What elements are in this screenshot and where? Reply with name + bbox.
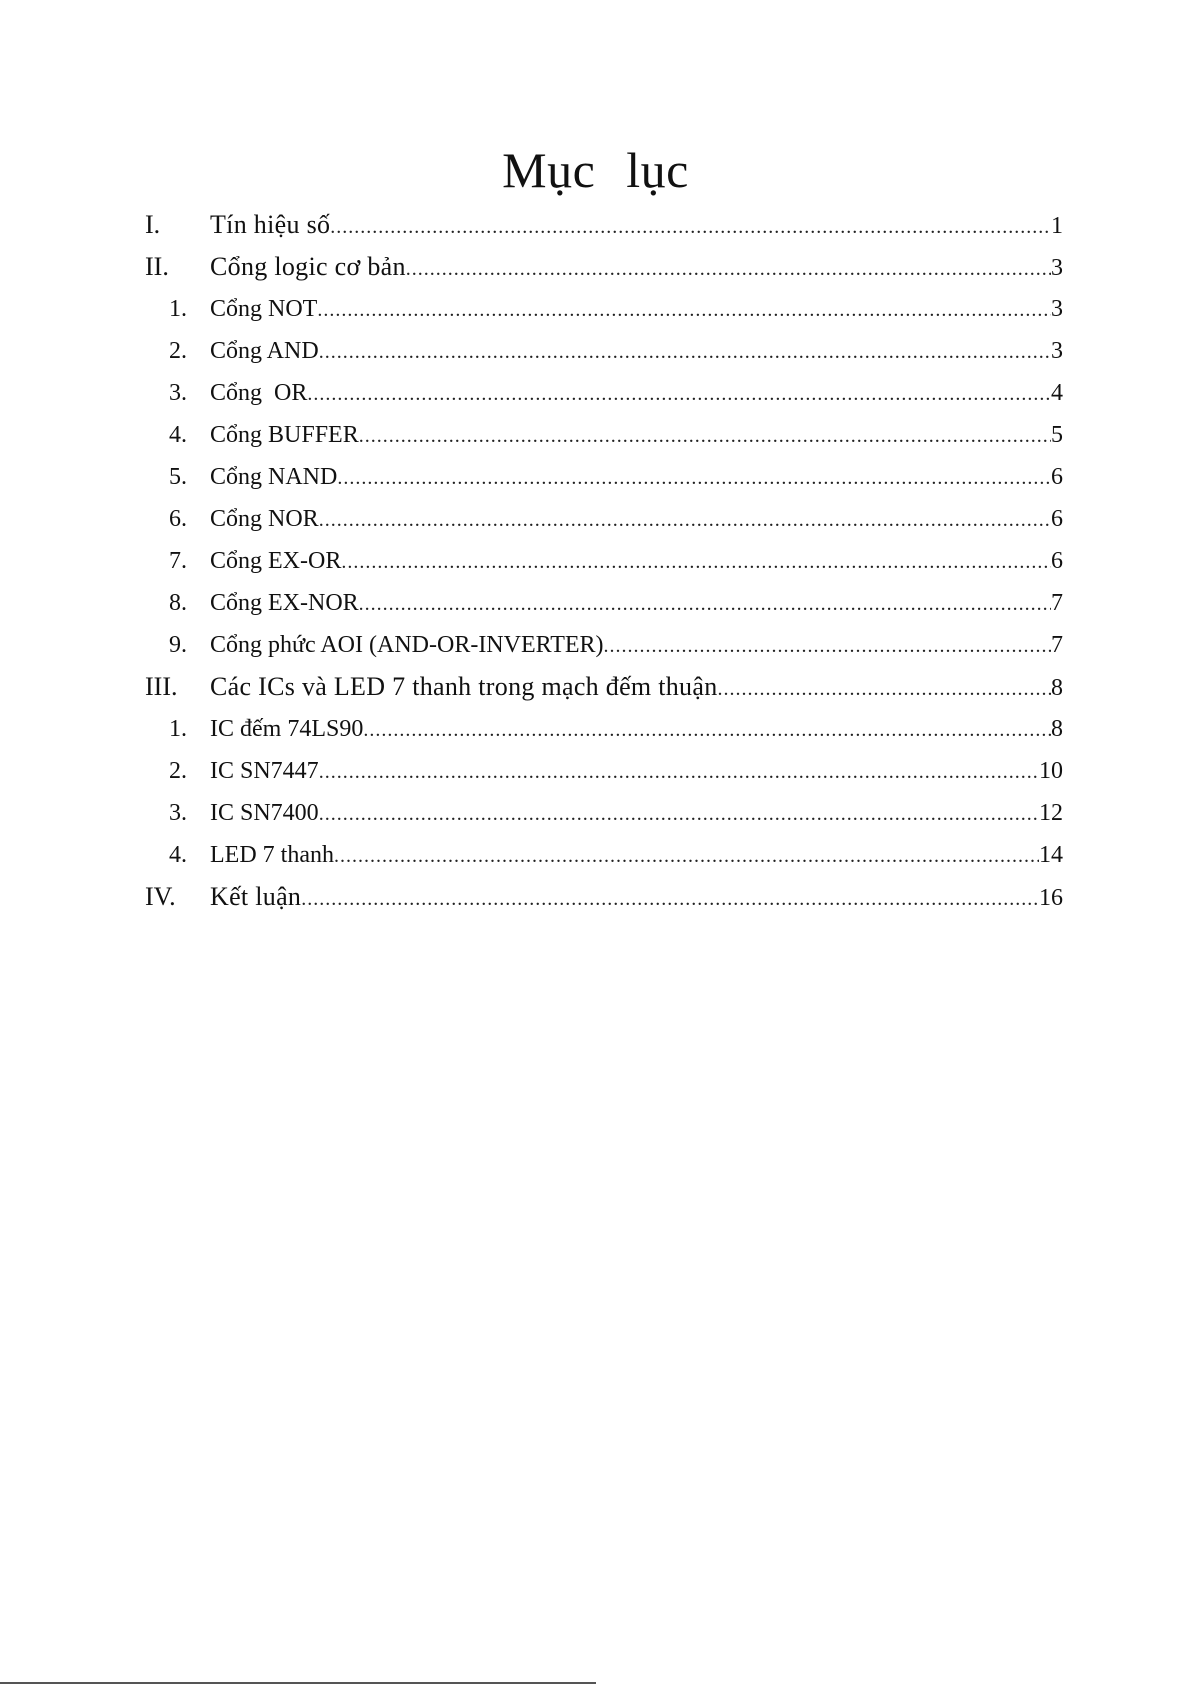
toc-entry-page: 3	[1051, 338, 1063, 364]
toc-entry-number: 4.	[169, 842, 187, 868]
toc-entry-number: 5.	[169, 464, 187, 490]
toc-entry[interactable]	[145, 876, 1063, 918]
toc-leader-dots	[359, 583, 1051, 625]
toc-entry-text: Cổng BUFFER	[210, 422, 359, 448]
toc-entry-page: 8	[1051, 716, 1063, 742]
page-bottom-rule	[0, 1682, 596, 1684]
toc-entry-page: 1	[1051, 213, 1063, 239]
toc-entry-text: Cổng NOR	[210, 506, 319, 532]
toc-leader-dots	[341, 541, 1051, 583]
toc-entry-page: 12	[1039, 800, 1063, 826]
toc-entry-page: 10	[1039, 758, 1063, 784]
toc-entry-text: Cổng AND	[210, 338, 319, 364]
toc-entry-text: IC SN7400	[210, 800, 319, 826]
toc-leader-dots	[330, 206, 1051, 248]
toc-entry-number: 1.	[169, 296, 187, 322]
toc-list	[145, 204, 1063, 918]
toc-entry-number: 9.	[169, 632, 187, 658]
toc-leader-dots	[337, 457, 1051, 499]
toc-entry[interactable]	[145, 372, 1063, 414]
toc-leader-dots	[604, 625, 1051, 667]
toc-entry-page: 6	[1051, 464, 1063, 490]
toc-entry-text: Cổng NOT	[210, 296, 318, 322]
toc-entry-text: Tín hiệu số	[210, 210, 331, 239]
toc-entry-number: III.	[145, 672, 178, 701]
toc-entry-text: IC đếm 74LS90	[210, 716, 364, 742]
toc-entry-number: 3.	[169, 380, 187, 406]
toc-leader-dots	[718, 668, 1052, 710]
toc-entry[interactable]	[145, 582, 1063, 624]
toc-entry-page: 6	[1051, 506, 1063, 532]
toc-entry[interactable]	[145, 456, 1063, 498]
toc-entry-page: 3	[1051, 296, 1063, 322]
toc-entry-number: I.	[145, 210, 161, 239]
toc-entry-page: 7	[1051, 632, 1063, 658]
toc-entry[interactable]	[145, 792, 1063, 834]
toc-leader-dots	[363, 709, 1051, 751]
toc-entry-text: LED 7 thanh	[210, 842, 334, 868]
toc-leader-dots	[319, 331, 1051, 373]
toc-entry-text: Kết luận	[210, 882, 302, 911]
toc-entry-page: 7	[1051, 590, 1063, 616]
toc-entry[interactable]	[145, 540, 1063, 582]
toc-leader-dots	[334, 835, 1039, 877]
toc-leader-dots	[319, 499, 1051, 541]
toc-entry-page: 4	[1051, 380, 1063, 406]
toc-entry-number: 8.	[169, 590, 187, 616]
toc-entry-number: 1.	[169, 716, 187, 742]
toc-entry-page: 14	[1039, 842, 1063, 868]
toc-entry-number: 4.	[169, 422, 187, 448]
toc-entry-text: Cổng OR	[210, 380, 308, 406]
toc-leader-dots	[301, 878, 1039, 920]
toc-entry-number: 7.	[169, 548, 187, 574]
toc-leader-dots	[319, 751, 1039, 793]
toc-entry-page: 3	[1051, 255, 1063, 281]
toc-entry-text: IC SN7447	[210, 758, 319, 784]
toc-leader-dots	[406, 248, 1051, 290]
toc-entry[interactable]	[145, 750, 1063, 792]
toc-entry-number: 3.	[169, 800, 187, 826]
toc-entry-number: II.	[145, 252, 169, 281]
toc-entry[interactable]	[145, 708, 1063, 750]
toc-title: Mục lục	[502, 142, 689, 198]
toc-entry[interactable]	[145, 246, 1063, 288]
toc-entry[interactable]	[145, 666, 1063, 708]
toc-entry[interactable]	[145, 624, 1063, 666]
toc-entry-page: 6	[1051, 548, 1063, 574]
toc-leader-dots	[307, 373, 1051, 415]
toc-entry[interactable]	[145, 498, 1063, 540]
toc-entry[interactable]	[145, 834, 1063, 876]
toc-entry-number: 6.	[169, 506, 187, 532]
toc-entry-page: 5	[1051, 422, 1063, 448]
toc-entry[interactable]	[145, 204, 1063, 246]
toc-leader-dots	[317, 289, 1051, 331]
toc-entry[interactable]	[145, 414, 1063, 456]
toc-leader-dots	[359, 415, 1051, 457]
toc-entry-text: Cổng NAND	[210, 464, 338, 490]
toc-entry-text: Các ICs và LED 7 thanh trong mạch đếm thuận	[210, 672, 718, 701]
toc-entry-number: 2.	[169, 758, 187, 784]
toc-entry[interactable]	[145, 288, 1063, 330]
toc-entry-text: Cổng EX-NOR	[210, 590, 359, 616]
toc-entry-number: IV.	[145, 882, 176, 911]
toc-entry-text: Cổng EX-OR	[210, 548, 342, 574]
toc-entry-page: 16	[1039, 885, 1063, 911]
toc-entry[interactable]	[145, 330, 1063, 372]
toc-entry-page: 8	[1051, 675, 1063, 701]
toc-entry-text: Cổng logic cơ bản	[210, 252, 406, 281]
toc-entry-number: 2.	[169, 338, 187, 364]
toc-entry-text: Cổng phức AOI (AND-OR-INVERTER)	[210, 632, 604, 658]
toc-leader-dots	[319, 793, 1039, 835]
